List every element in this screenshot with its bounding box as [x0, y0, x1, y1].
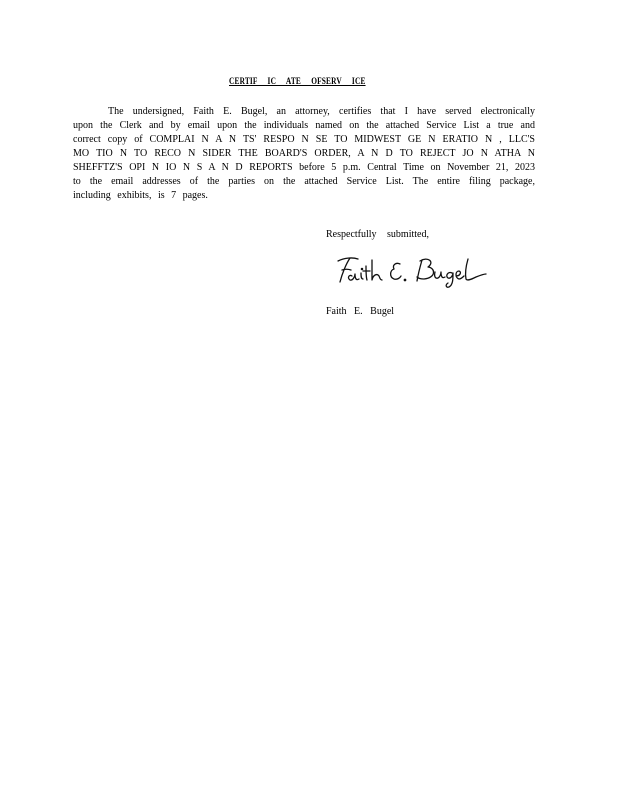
signer-name: Faith E. Bugel [326, 306, 395, 317]
body-line-6: to the email addresses of the parties on the attached Service List. The entire filing package, [73, 176, 535, 187]
body-line-1: The undersigned, Faith E. Bugel, an attorney, certifies that I have served electronically [108, 106, 535, 117]
body-line-2: upon the Clerk and by email upon the individuals named on the attached Service List a true and [73, 120, 535, 131]
certificate-title: CERTIF IC ATE OFSERV ICE [229, 76, 366, 86]
certificate-body [73, 105, 535, 203]
handwritten-signature [334, 252, 494, 290]
body-line-5: SHEFFTZ'S OPI N IO N S A N D REPORTS before 5 p.m. Central Time on November 21, 2023 [73, 162, 535, 173]
signature-block [326, 229, 526, 240]
body-line-3: correct copy of COMPLAI N A N TS' RESPO N SE TO MIDWEST GE N ERATIO N , LLC'S [73, 134, 535, 145]
body-line-4: MO TIO N TO RECO N SIDER THE BOARD'S ORDER, A N D TO REJECT JO N ATHA N [73, 148, 535, 159]
closing-text: Respectfully submitted, [326, 229, 429, 240]
body-line-7: including exhibits, is 7 pages. [73, 190, 208, 201]
